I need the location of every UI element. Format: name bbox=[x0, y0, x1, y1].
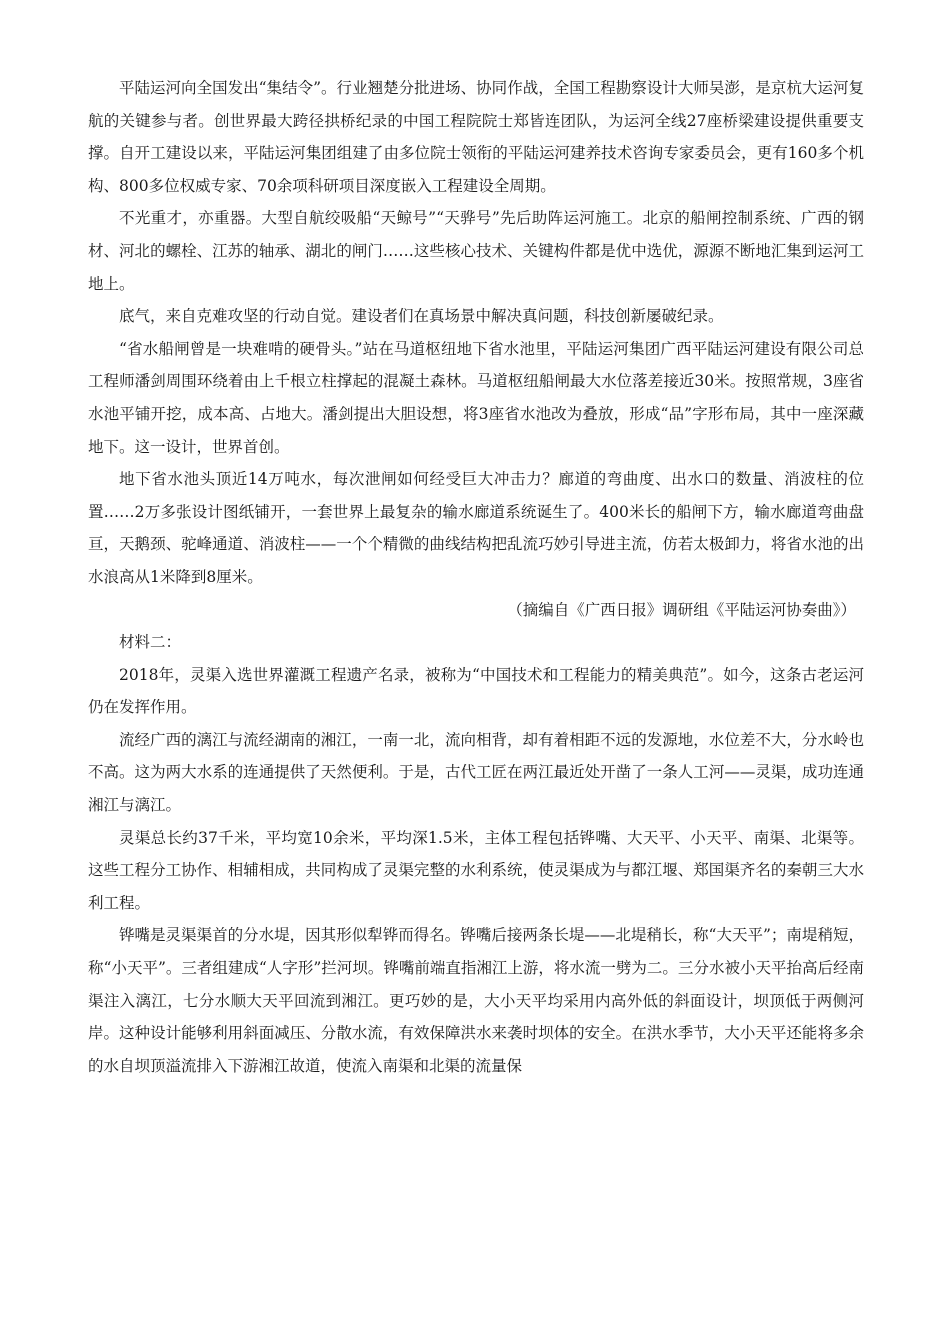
paragraph: 平陆运河向全国发出“集结令”。行业翘楚分批进场、协同作战，全国工程勘察设计大师吴澎，是京杭大运河复航的关键参与者。创世界最大跨径拱桥纪录的中国工程院院士郑皆连团队，为运河全线27座桥梁建设提供重要支撑。自开工建设以来，平陆运河集团组建了由多位院士领衔的平陆运河建养技术咨询专家委员会，更有160多个机构、800多位权威专家、70余项科研项目深度嵌入工程建设全周期。 bbox=[88, 79, 864, 195]
paragraph: 不光重才，亦重器。大型自航绞吸船“天鲸号”“天骅号”先后助阵运河施工。北京的船闸控制系统、广西的钢材、河北的螺栓、江苏的轴承、湖北的闸门……这些核心技术、关键构件都是优中选优，源源不断地汇集到运河工地上。 bbox=[88, 209, 864, 293]
paragraph: 2018年，灵渠入选世界灌溉工程遗产名录，被称为“中国技术和工程能力的精美典范”。如今，这条古老运河仍在发挥作用。 bbox=[88, 665, 864, 717]
paragraph: 铧嘴是灵渠渠首的分水堤，因其形似犁铧而得名。铧嘴后接两条长堤——北堤稍长，称“大天平”；南堤稍短，称“小天平”。三者组建成“人字形”拦河坝。铧嘴前端直指湘江上游，将水流一劈为二。三分水被小天平抬高后经南渠注入漓江，七分水顺大天平回流到湘江。更巧妙的是，大小天平均采用内高外低的斜面设计，坝顶低于两侧河岸。这种设计能够利用斜面减压、分散水流，有效保障洪水来袭时坝体的安全。在洪水季节，大小天平还能将多余的水自坝顶溢流排入下游湘江故道，使流入南渠和北渠的流量保 bbox=[88, 926, 864, 1075]
source-citation: （摘编自《广西日报》调研组《平陆运河协奏曲》） bbox=[507, 600, 856, 619]
document-body bbox=[88, 72, 864, 1082]
paragraph: “省水船闸曾是一块难啃的硬骨头。”站在马道枢纽地下省水池里，平陆运河集团广西平陆运河建设有限公司总工程师潘剑周围环绕着由上千根立柱撑起的混凝土森林。马道枢纽船闸最大水位落差接近30米。按照常规，3座省水池平铺开挖，成本高、占地大。潘剑提出大胆设想，将3座省水池改为叠放，形成“品”字形布局，其中一座深藏地下。这一设计，世界首创。 bbox=[88, 339, 864, 456]
paragraph: 灵渠总长约37千米，平均宽10余米，平均深1.5米，主体工程包括铧嘴、大天平、小天平、南渠、北渠等。这些工程分工协作、相辅相成，共同构成了灵渠完整的水利系统，使灵渠成为与都江堰、郑国渠齐名的秦朝三大水利工程。 bbox=[88, 828, 864, 912]
paragraph: 底气，来自克难攻坚的行动自觉。建设者们在真场景中解决真问题，科技创新屡破纪录。 bbox=[119, 307, 724, 326]
paragraph: 地下省水池头顶近14万吨水，每次泄闸如何经受巨大冲击力？廊道的弯曲度、出水口的数量、消波柱的位置……2万多张设计图纸铺开，一套世界上最复杂的输水廊道系统诞生了。400米长的船闸下方，输水廊道弯曲盘亘，天鹅颈、驼峰通道、消波柱——一个个精微的曲线结构把乱流巧妙引导进主流，仿若太极卸力，将省水池的出水浪高从1米降到8厘米。 bbox=[88, 470, 864, 586]
material-heading: 材料二： bbox=[119, 633, 182, 652]
paragraph: 流经广西的漓江与流经湖南的湘江，一南一北，流向相背，却有着相距不远的发源地，水位差不大，分水岭也不高。这为两大水系的连通提供了天然便利。于是，古代工匠在两江最近处开凿了一条人工河——灵渠，成功连通湘江与漓江。 bbox=[88, 730, 864, 815]
